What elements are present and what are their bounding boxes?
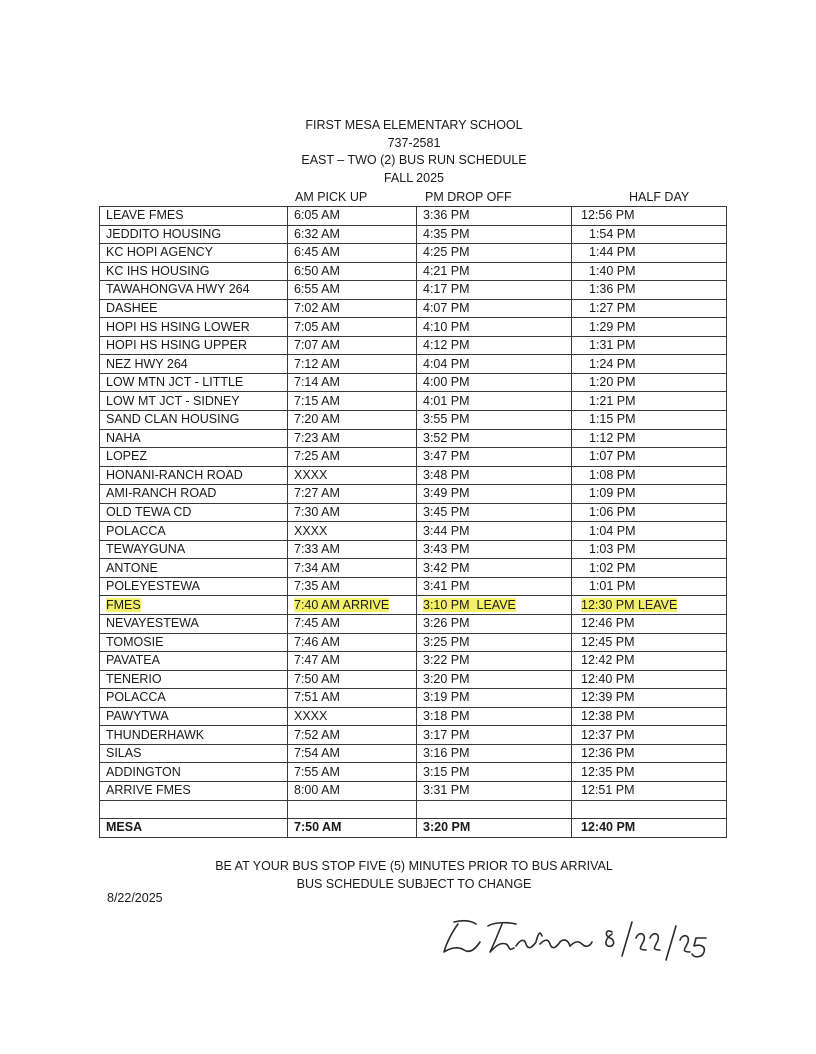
am-pickup-cell: 7:54 AM bbox=[288, 744, 417, 763]
table-row bbox=[100, 262, 727, 281]
half-day-cell: 1:44 PM bbox=[572, 244, 727, 263]
document-header bbox=[0, 117, 816, 187]
am-pickup-cell: XXXX bbox=[288, 707, 417, 726]
half-day-cell bbox=[572, 596, 727, 615]
stop-name-cell: LOW MTN JCT - LITTLE bbox=[100, 373, 288, 392]
stop-name-cell: SILAS bbox=[100, 744, 288, 763]
pm-dropoff-cell bbox=[417, 596, 572, 615]
table-row bbox=[100, 522, 727, 541]
half-day-cell: 1:09 PM bbox=[572, 485, 727, 504]
half-day-cell: 1:06 PM bbox=[572, 503, 727, 522]
half-day-cell: 12:42 PM bbox=[572, 652, 727, 671]
pm-dropoff-cell: 3:26 PM bbox=[417, 615, 572, 634]
pm-dropoff-cell: 3:31 PM bbox=[417, 781, 572, 800]
am-pickup-cell: 7:47 AM bbox=[288, 652, 417, 671]
table-row bbox=[100, 466, 727, 485]
half-day-cell: 12:56 PM bbox=[572, 207, 727, 226]
am-pickup-cell: 8:00 AM bbox=[288, 781, 417, 800]
am-pickup-cell: 7:50 AM bbox=[288, 670, 417, 689]
am-pickup-cell: 6:45 AM bbox=[288, 244, 417, 263]
schedule-title: EAST – TWO (2) BUS RUN SCHEDULE bbox=[301, 153, 527, 167]
table-row bbox=[100, 281, 727, 300]
table-row bbox=[100, 299, 727, 318]
bus-schedule-table bbox=[99, 206, 727, 838]
half-day-cell: 1:31 PM bbox=[572, 336, 727, 355]
half-day-cell: 1:29 PM bbox=[572, 318, 727, 337]
half-day-cell: 12:39 PM bbox=[572, 689, 727, 708]
half-day-header: HALF DAY bbox=[629, 190, 690, 204]
am-pickup-cell bbox=[288, 800, 417, 819]
half-day-cell: 1:27 PM bbox=[572, 299, 727, 318]
table-row bbox=[100, 503, 727, 522]
pm-dropoff-cell: 3:49 PM bbox=[417, 485, 572, 504]
stop-name-cell: TOMOSIE bbox=[100, 633, 288, 652]
pm-dropoff-cell: 3:17 PM bbox=[417, 726, 572, 745]
highlighted-text: 7:40 AM ARRIVE bbox=[294, 597, 390, 612]
table-row bbox=[100, 689, 727, 708]
pm-dropoff-cell: 4:00 PM bbox=[417, 373, 572, 392]
half-day-cell: 12:46 PM bbox=[572, 615, 727, 634]
handwritten-signature bbox=[436, 912, 726, 968]
table-row bbox=[100, 763, 727, 782]
half-day-cell: 1:15 PM bbox=[572, 411, 727, 430]
table-row bbox=[100, 355, 727, 374]
half-day-cell: 12:40 PM bbox=[572, 670, 727, 689]
arrival-note: BE AT YOUR BUS STOP FIVE (5) MINUTES PRIOR TO BUS ARRIVAL bbox=[215, 859, 613, 873]
half-day-cell: 12:40 PM bbox=[572, 819, 727, 838]
am-pickup-cell: 7:02 AM bbox=[288, 299, 417, 318]
half-day-cell: 1:36 PM bbox=[572, 281, 727, 300]
pm-dropoff-cell: 3:52 PM bbox=[417, 429, 572, 448]
half-day-cell: 1:04 PM bbox=[572, 522, 727, 541]
school-name: FIRST MESA ELEMENTARY SCHOOL bbox=[305, 118, 523, 132]
stop-name-cell: PAWYTWA bbox=[100, 707, 288, 726]
stop-name-cell: OLD TEWA CD bbox=[100, 503, 288, 522]
stop-name-cell: SAND CLAN HOUSING bbox=[100, 411, 288, 430]
am-pickup-cell: 7:52 AM bbox=[288, 726, 417, 745]
am-pickup-cell: 7:45 AM bbox=[288, 615, 417, 634]
stop-name-cell bbox=[100, 800, 288, 819]
stop-name-cell: NAHA bbox=[100, 429, 288, 448]
table-row bbox=[100, 244, 727, 263]
school-phone: 737-2581 bbox=[387, 135, 441, 150]
am-pickup-cell: 7:12 AM bbox=[288, 355, 417, 374]
table-row bbox=[100, 429, 727, 448]
pm-dropoff-cell: 4:21 PM bbox=[417, 262, 572, 281]
stop-name-cell: NEZ HWY 264 bbox=[100, 355, 288, 374]
table-row bbox=[100, 373, 727, 392]
pm-dropoff-cell: 4:10 PM bbox=[417, 318, 572, 337]
pm-dropoff-cell: 4:17 PM bbox=[417, 281, 572, 300]
stop-name-cell: NEVAYESTEWA bbox=[100, 615, 288, 634]
am-pickup-cell: 7:50 AM bbox=[288, 819, 417, 838]
stop-name-cell: PAVATEA bbox=[100, 652, 288, 671]
half-day-cell: 1:03 PM bbox=[572, 540, 727, 559]
stop-name-cell: KC IHS HOUSING bbox=[100, 262, 288, 281]
stop-name-cell: TENERIO bbox=[100, 670, 288, 689]
pm-dropoff-cell: 4:01 PM bbox=[417, 392, 572, 411]
half-day-cell: 1:07 PM bbox=[572, 448, 727, 467]
half-day-cell: 1:01 PM bbox=[572, 577, 727, 596]
table-row bbox=[100, 577, 727, 596]
pm-dropoff-cell: 3:55 PM bbox=[417, 411, 572, 430]
stop-name-cell: THUNDERHAWK bbox=[100, 726, 288, 745]
am-pickup-cell: 7:07 AM bbox=[288, 336, 417, 355]
table-row bbox=[100, 707, 727, 726]
am-pickup-cell: 7:15 AM bbox=[288, 392, 417, 411]
table-row bbox=[100, 633, 727, 652]
pm-dropoff-cell: 4:35 PM bbox=[417, 225, 572, 244]
pm-dropoff-cell: 4:25 PM bbox=[417, 244, 572, 263]
am-pickup-cell: 7:30 AM bbox=[288, 503, 417, 522]
table-row bbox=[100, 336, 727, 355]
stop-name-cell: POLACCA bbox=[100, 689, 288, 708]
table-row bbox=[100, 781, 727, 800]
stop-name-cell: POLEYESTEWA bbox=[100, 577, 288, 596]
table-row bbox=[100, 744, 727, 763]
stop-name-cell: TEWAYGUNA bbox=[100, 540, 288, 559]
half-day-cell: 1:20 PM bbox=[572, 373, 727, 392]
stop-name-cell: DASHEE bbox=[100, 299, 288, 318]
half-day-cell: 1:02 PM bbox=[572, 559, 727, 578]
am-pickup-cell bbox=[288, 596, 417, 615]
pm-dropoff-cell: 3:18 PM bbox=[417, 707, 572, 726]
stop-name-cell: TAWAHONGVA HWY 264 bbox=[100, 281, 288, 300]
stop-name-cell: ANTONE bbox=[100, 559, 288, 578]
am-pickup-cell: 6:05 AM bbox=[288, 207, 417, 226]
half-day-cell: 12:51 PM bbox=[572, 781, 727, 800]
stop-name-cell: ADDINGTON bbox=[100, 763, 288, 782]
pm-dropoff-cell: 3:48 PM bbox=[417, 466, 572, 485]
half-day-cell: 12:37 PM bbox=[572, 726, 727, 745]
table-row bbox=[100, 800, 727, 819]
am-pickup-cell: 7:51 AM bbox=[288, 689, 417, 708]
half-day-cell: 12:35 PM bbox=[572, 763, 727, 782]
am-pickup-cell: 7:33 AM bbox=[288, 540, 417, 559]
am-pickup-cell: 6:50 AM bbox=[288, 262, 417, 281]
highlighted-text: FMES bbox=[106, 597, 141, 612]
pm-dropoff-cell: 3:36 PM bbox=[417, 207, 572, 226]
am-pickup-cell: 7:55 AM bbox=[288, 763, 417, 782]
am-pickup-cell: 7:05 AM bbox=[288, 318, 417, 337]
table-row bbox=[100, 596, 727, 615]
am-pickup-cell: 6:55 AM bbox=[288, 281, 417, 300]
pm-dropoff-cell: 3:20 PM bbox=[417, 670, 572, 689]
half-day-cell bbox=[572, 800, 727, 819]
stop-name-cell: JEDDITO HOUSING bbox=[100, 225, 288, 244]
half-day-cell: 12:38 PM bbox=[572, 707, 727, 726]
pm-dropoff-cell: 3:22 PM bbox=[417, 652, 572, 671]
am-pickup-cell: 7:14 AM bbox=[288, 373, 417, 392]
highlighted-text: 3:10 PM LEAVE bbox=[423, 597, 516, 612]
half-day-cell: 1:08 PM bbox=[572, 466, 727, 485]
stop-name-cell: POLACCA bbox=[100, 522, 288, 541]
stop-name-cell: LEAVE FMES bbox=[100, 207, 288, 226]
column-headers bbox=[0, 190, 816, 206]
stop-name-cell: LOW MT JCT - SIDNEY bbox=[100, 392, 288, 411]
half-day-cell: 1:54 PM bbox=[572, 225, 727, 244]
am-pickup-cell: XXXX bbox=[288, 466, 417, 485]
pm-dropoff-cell: 3:41 PM bbox=[417, 577, 572, 596]
stop-name-cell: HONANI-RANCH ROAD bbox=[100, 466, 288, 485]
table-row bbox=[100, 485, 727, 504]
table-row bbox=[100, 726, 727, 745]
schedule-term: FALL 2025 bbox=[383, 170, 444, 185]
stop-name-cell: LOPEZ bbox=[100, 448, 288, 467]
table-row bbox=[100, 615, 727, 634]
table-row bbox=[100, 819, 727, 838]
table-row bbox=[100, 652, 727, 671]
half-day-cell: 1:24 PM bbox=[572, 355, 727, 374]
pm-dropoff-cell: 3:42 PM bbox=[417, 559, 572, 578]
table-row bbox=[100, 318, 727, 337]
am-pickup-header: AM PICK UP bbox=[295, 190, 368, 204]
am-pickup-cell: 7:35 AM bbox=[288, 577, 417, 596]
table-row bbox=[100, 448, 727, 467]
stop-name-cell bbox=[100, 596, 288, 615]
pm-dropoff-cell: 4:04 PM bbox=[417, 355, 572, 374]
am-pickup-cell: 7:46 AM bbox=[288, 633, 417, 652]
stop-name-cell: AMI-RANCH ROAD bbox=[100, 485, 288, 504]
half-day-cell: 12:36 PM bbox=[572, 744, 727, 763]
half-day-cell: 1:40 PM bbox=[572, 262, 727, 281]
am-pickup-cell: 6:32 AM bbox=[288, 225, 417, 244]
pm-dropoff-cell: 3:45 PM bbox=[417, 503, 572, 522]
table-row bbox=[100, 225, 727, 244]
pm-dropoff-cell: 3:15 PM bbox=[417, 763, 572, 782]
highlighted-text: 12:30 PM LEAVE bbox=[581, 597, 678, 612]
am-pickup-cell: 7:23 AM bbox=[288, 429, 417, 448]
stop-name-cell: HOPI HS HSING UPPER bbox=[100, 336, 288, 355]
table-row bbox=[100, 559, 727, 578]
schedule-notes bbox=[0, 857, 816, 893]
pm-dropoff-cell bbox=[417, 800, 572, 819]
table-row bbox=[100, 207, 727, 226]
change-note: BUS SCHEDULE SUBJECT TO CHANGE bbox=[296, 877, 532, 891]
am-pickup-cell: 7:20 AM bbox=[288, 411, 417, 430]
am-pickup-cell: XXXX bbox=[288, 522, 417, 541]
pm-dropoff-cell: 3:16 PM bbox=[417, 744, 572, 763]
stop-name-cell: HOPI HS HSING LOWER bbox=[100, 318, 288, 337]
pm-dropoff-cell: 3:20 PM bbox=[417, 819, 572, 838]
am-pickup-cell: 7:34 AM bbox=[288, 559, 417, 578]
am-pickup-cell: 7:25 AM bbox=[288, 448, 417, 467]
stop-name-cell: KC HOPI AGENCY bbox=[100, 244, 288, 263]
pm-dropoff-cell: 3:44 PM bbox=[417, 522, 572, 541]
pm-dropoff-cell: 3:19 PM bbox=[417, 689, 572, 708]
table-row bbox=[100, 411, 727, 430]
half-day-cell: 1:12 PM bbox=[572, 429, 727, 448]
half-day-cell: 1:21 PM bbox=[572, 392, 727, 411]
pm-dropoff-cell: 3:25 PM bbox=[417, 633, 572, 652]
pm-dropoff-cell: 3:43 PM bbox=[417, 540, 572, 559]
table-row bbox=[100, 670, 727, 689]
pm-dropoff-header: PM DROP OFF bbox=[425, 190, 512, 204]
half-day-cell: 12:45 PM bbox=[572, 633, 727, 652]
schedule-body bbox=[100, 207, 727, 838]
pm-dropoff-cell: 4:12 PM bbox=[417, 336, 572, 355]
am-pickup-cell: 7:27 AM bbox=[288, 485, 417, 504]
stop-name-cell: ARRIVE FMES bbox=[100, 781, 288, 800]
pm-dropoff-cell: 3:47 PM bbox=[417, 448, 572, 467]
document-date: 8/22/2025 bbox=[107, 891, 163, 905]
table-row bbox=[100, 392, 727, 411]
table-row bbox=[100, 540, 727, 559]
stop-name-cell: MESA bbox=[100, 819, 288, 838]
pm-dropoff-cell: 4:07 PM bbox=[417, 299, 572, 318]
